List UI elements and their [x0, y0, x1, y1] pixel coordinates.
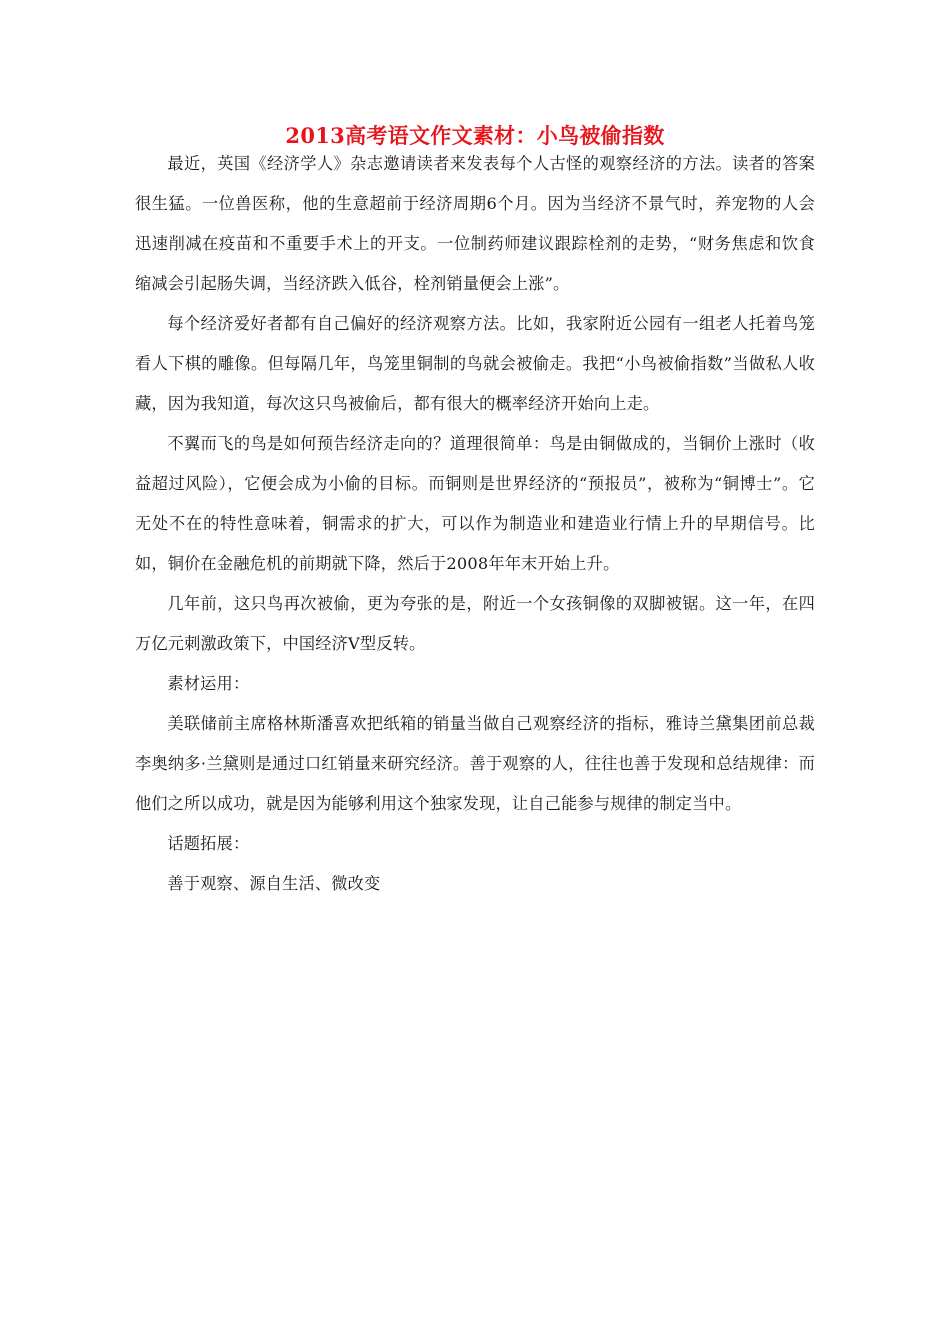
paragraph-4: 几年前，这只鸟再次被偷，更为夸张的是，附近一个女孩铜像的双脚被锯。这一年，在四万亿元刺激政策下，中国经济V型反转。 — [135, 594, 815, 653]
topic-extension-heading: 话题拓展： — [167, 834, 250, 853]
material-usage-heading: 素材运用： — [167, 674, 250, 693]
document-body — [135, 144, 815, 904]
paragraph-6: 美联储前主席格林斯潘喜欢把纸箱的销量当做自己观察经济的指标，雅诗兰黛集团前总裁李奥纳多·兰黛则是通过口红销量来研究经济。善于观察的人，往往也善于发现和总结规律：而他们之所以成功，就是因为能够利用这个独家发现，让自己能参与规律的制定当中。 — [135, 714, 815, 813]
paragraph-1: 最近，英国《经济学人》杂志邀请读者来发表每个人古怪的观察经济的方法。读者的答案很生猛。一位兽医称，他的生意超前于经济周期6个月。因为当经济不景气时，养宠物的人会迅速削减在疫苗和不重要手术上的开支。一位制药师建议跟踪栓剂的走势，“财务焦虑和饮食缩减会引起肠失调，当经济跌入低谷，栓剂销量便会上涨”。 — [135, 154, 815, 293]
document-title: 2013高考语文作文素材：小鸟被偷指数 — [285, 123, 665, 148]
topic-keywords: 善于观察、源自生活、微改变 — [167, 874, 381, 893]
paragraph-3: 不翼而飞的鸟是如何预告经济走向的？道理很简单：鸟是由铜做成的，当铜价上涨时（收益超过风险），它便会成为小偷的目标。而铜则是世界经济的“预报员”，被称为“铜博士”。它无处不在的特性意味着，铜需求的扩大，可以作为制造业和建造业行情上升的早期信号。比如，铜价在金融危机的前期就下降，然后于2008年年末开始上升。 — [135, 434, 815, 573]
paragraph-2: 每个经济爱好者都有自己偏好的经济观察方法。比如，我家附近公园有一组老人托着鸟笼看人下棋的雕像。但每隔几年，鸟笼里铜制的鸟就会被偷走。我把“小鸟被偷指数”当做私人收藏，因为我知道，每次这只鸟被偷后，都有很大的概率经济开始向上走。 — [135, 314, 815, 413]
